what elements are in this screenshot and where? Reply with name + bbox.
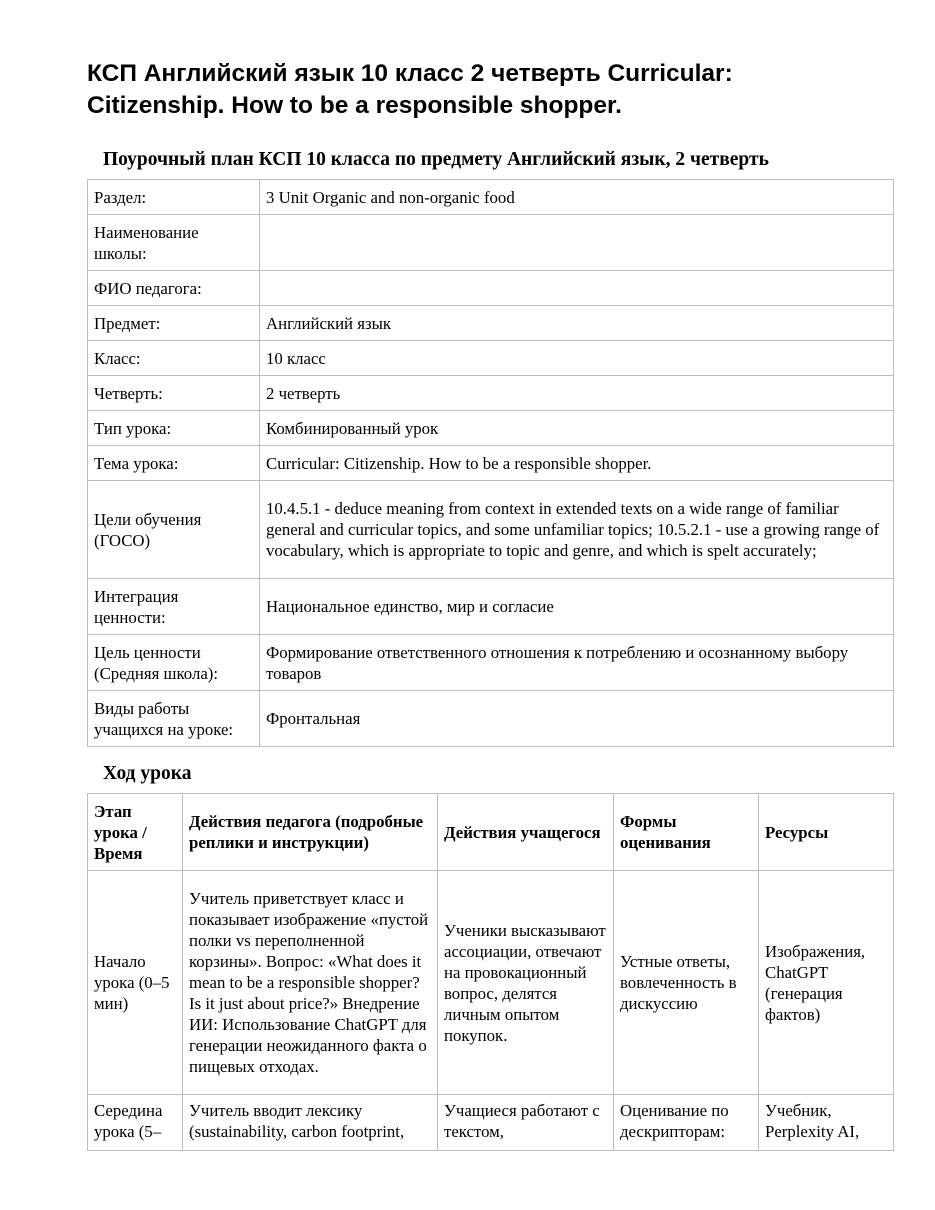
info-row <box>88 271 894 306</box>
header-resources: Ресурсы <box>759 794 894 871</box>
info-value: Curricular: Citizenship. How to be a responsible shopper. <box>260 446 894 481</box>
header-stage: Этап урока / Время <box>88 794 183 871</box>
info-row <box>88 411 894 446</box>
table-row <box>88 871 894 1095</box>
document-title: КСП Английский язык 10 класс 2 четверть Curricular: Citizenship. How to be a responsible shopper. <box>87 60 733 119</box>
info-row <box>88 306 894 341</box>
info-row <box>88 376 894 411</box>
info-value: Комбинированный урок <box>260 411 894 446</box>
student-cell: Учащиеся работают с текстом, <box>438 1095 614 1151</box>
info-value: Формирование ответственного отношения к потреблению и осознанному выбору товаров <box>260 635 894 691</box>
info-value: 10.4.5.1 - deduce meaning from context in extended texts on a wide range of familiar general and curricular topics, and some unfamiliar topics; 10.5.2.1 - use a growing range of vocabulary, which is appropriate to topic and genre, and which is spelt accurately; <box>260 481 894 579</box>
resources-cell: Изображения, ChatGPT (генерация фактов) <box>759 871 894 1095</box>
info-label: Класс: <box>88 341 260 376</box>
plan-heading: Поурочный план КСП 10 класса по предмету Английский язык, 2 четверть <box>103 149 769 170</box>
info-label: Цель ценности (Средняя школа): <box>88 635 260 691</box>
student-cell: Ученики высказывают ассоциации, отвечают на провокационный вопрос, делятся личным опытом покупок. <box>438 871 614 1095</box>
info-label: Интеграция ценности: <box>88 579 260 635</box>
info-value: Фронтальная <box>260 691 894 747</box>
info-row <box>88 635 894 691</box>
info-label: Предмет: <box>88 306 260 341</box>
stage-cell: Середина урока (5– <box>88 1095 183 1151</box>
info-row <box>88 341 894 376</box>
info-label: Четверть: <box>88 376 260 411</box>
info-value: Английский язык <box>260 306 894 341</box>
info-label: Наименование школы: <box>88 215 260 271</box>
info-value: 2 четверть <box>260 376 894 411</box>
info-value: Национальное единство, мир и согласие <box>260 579 894 635</box>
info-row <box>88 180 894 215</box>
header-teacher: Действия педагога (подробные реплики и инструкции) <box>183 794 438 871</box>
info-row <box>88 481 894 579</box>
teacher-cell: Учитель приветствует класс и показывает изображение «пустой полки vs переполненной корзины». Вопрос: «What does it mean to be a responsible shopper? Is it just about price?» Внедрение ИИ: Использование ChatGPT для генерации неожиданного факта о пищевых отходах. <box>183 871 438 1095</box>
info-label: Тема урока: <box>88 446 260 481</box>
info-value: 3 Unit Organic and non-organic food <box>260 180 894 215</box>
info-value <box>260 271 894 306</box>
assessment-cell: Устные ответы, вовлеченность в дискуссию <box>614 871 759 1095</box>
info-label: Цели обучения (ГОСО) <box>88 481 260 579</box>
header-assessment: Формы оценивания <box>614 794 759 871</box>
info-row <box>88 579 894 635</box>
table-row <box>88 1095 894 1151</box>
info-row <box>88 446 894 481</box>
info-label: Виды работы учащихся на уроке: <box>88 691 260 747</box>
assessment-cell: Оценивание по дескрипторам: <box>614 1095 759 1151</box>
info-label: Раздел: <box>88 180 260 215</box>
lesson-progress-table <box>87 793 894 1151</box>
teacher-cell: Учитель вводит лексику (sustainability, carbon footprint, <box>183 1095 438 1151</box>
header-student: Действия учащегося <box>438 794 614 871</box>
lesson-info-table <box>87 179 894 747</box>
resources-cell: Учебник, Perplexity AI, <box>759 1095 894 1151</box>
info-label: Тип урока: <box>88 411 260 446</box>
progress-header-row <box>88 794 894 871</box>
info-label: ФИО педагога: <box>88 271 260 306</box>
info-row <box>88 215 894 271</box>
info-value: 10 класс <box>260 341 894 376</box>
progress-heading: Ход урока <box>103 763 192 784</box>
info-row <box>88 691 894 747</box>
stage-cell: Начало урока (0–5 мин) <box>88 871 183 1095</box>
info-value <box>260 215 894 271</box>
